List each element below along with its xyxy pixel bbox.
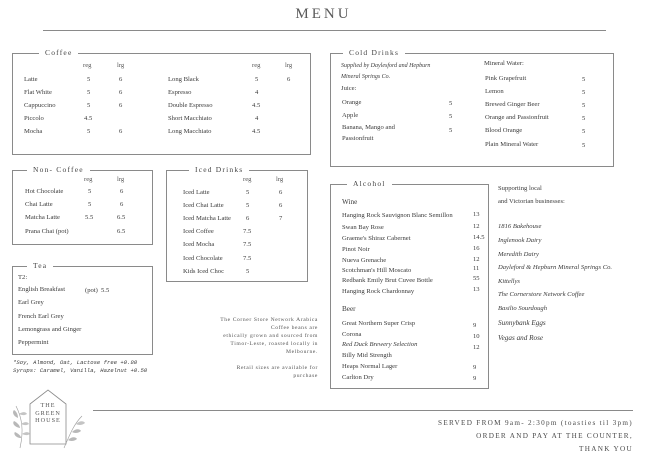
menu-item-price-reg: 5 xyxy=(88,201,92,208)
menu-item-name: Short Macchiato xyxy=(168,115,212,122)
menu-item-name: English Breakfast xyxy=(18,286,66,293)
menu-item-price-reg: 5.5 xyxy=(85,214,94,221)
menu-item-price: 10 xyxy=(473,333,480,340)
menu-item-name: Plain Mineral Water xyxy=(485,141,539,148)
tea-t2-label: T2: xyxy=(18,274,28,281)
menu-item-name: Iced Mocha xyxy=(183,241,215,248)
non-coffee-section-title: Non- Coffee xyxy=(27,165,90,174)
menu-item-price: 55 xyxy=(473,275,480,282)
menu-item-name: Prana Chai (pot) xyxy=(25,228,69,235)
menu-title: MENU xyxy=(295,6,352,22)
menu-item-price: 13 xyxy=(473,286,480,293)
coffee-header-reg-2: reg xyxy=(252,62,261,69)
menu-item-price-lrg: 6 xyxy=(119,89,123,96)
menu-item-price: 5 xyxy=(449,113,453,120)
menu-item-price-lrg: 6 xyxy=(120,188,124,195)
menu-item-name: Chai Latte xyxy=(25,201,53,208)
menu-item-price-reg: 5 xyxy=(246,189,250,196)
supplier-name: Sunnybank Eggs xyxy=(498,319,546,327)
menu-item-price: 5 xyxy=(582,89,586,96)
menu-item-name: Apple xyxy=(342,112,359,119)
menu-item-name: Banana, Mango and xyxy=(342,124,395,131)
menu-item-name: Peppermint xyxy=(18,339,49,346)
cold-drinks-supplier: Supplied by Daylesford and Hepburn xyxy=(341,63,431,69)
alcohol-section-title: Alcohol xyxy=(347,179,392,188)
menu-item-name: Lemongrass and Ginger xyxy=(18,326,82,333)
menu-item-price: 5 xyxy=(582,76,586,83)
menu-item-name: Hanging Rock Sauvignon Blanc Semillon xyxy=(342,212,453,219)
menu-item-price-reg: 6 xyxy=(246,215,250,222)
menu-item-price-lrg: 6 xyxy=(279,202,283,209)
menu-item-price: 5 xyxy=(582,102,586,109)
menu-item-price: 16 xyxy=(473,245,480,252)
menu-item-name: Iced Latte xyxy=(183,189,210,196)
juice-label: Juice: xyxy=(341,85,357,92)
menu-item-price-lrg: 6 xyxy=(119,76,123,83)
iced-drinks-section-title: Iced Drinks xyxy=(189,165,249,174)
menu-item-name: Swan Bay Rose xyxy=(342,224,384,231)
menu-item-price: 9 xyxy=(473,322,477,329)
menu-item-name: Latte xyxy=(24,76,38,83)
coffee-header-lrg-2: lrg xyxy=(285,62,293,69)
menu-item-price: 9 xyxy=(473,364,477,371)
coffee-header-reg: reg xyxy=(83,62,92,69)
menu-item-price: 5 xyxy=(582,128,586,135)
menu-item-name: Pinot Noir xyxy=(342,246,370,253)
menu-item-name: Billy Mid Strength xyxy=(342,352,392,359)
supplier-name: Basilio Sourdough xyxy=(498,305,548,312)
supporting-heading-2: and Victorian businesses: xyxy=(498,198,565,205)
menu-item-price-reg: 5 xyxy=(87,102,91,109)
menu-item-name: Iced Chocolate xyxy=(183,255,223,262)
menu-item-name: Iced Matcha Latte xyxy=(183,215,231,222)
menu-item-name: Heaps Normal Lager xyxy=(342,363,398,370)
tea-pot-price: 5.5 xyxy=(101,287,110,294)
menu-item-price-lrg: 6 xyxy=(120,201,124,208)
menu-item-price-reg: 5 xyxy=(246,202,250,209)
menu-item-price-reg: 7.5 xyxy=(243,255,252,262)
menu-item-price-reg: 4.5 xyxy=(252,128,261,135)
menu-item-price: 12 xyxy=(473,344,480,351)
footer-divider xyxy=(93,410,633,411)
non-coffee-header-reg: reg xyxy=(84,176,93,183)
menu-item-name: Nueva Grenache xyxy=(342,257,387,264)
non-coffee-header-lrg: lrg xyxy=(117,176,125,183)
menu-item-name: Lemon xyxy=(485,88,504,95)
iced-drinks-section xyxy=(166,165,308,282)
menu-item-name: Great Northern Super Crisp xyxy=(342,320,416,327)
mineral-water-label: Mineral Water: xyxy=(484,60,524,67)
supplier-name: Meredith Dairy xyxy=(498,251,539,258)
menu-item-price: 12 xyxy=(473,256,480,263)
supplier-name: Vegas and Rose xyxy=(498,334,544,342)
menu-item-name: Carlton Dry xyxy=(342,374,374,381)
menu-item-name: Earl Grey xyxy=(18,299,44,306)
menu-item-name: Long Black xyxy=(168,76,199,83)
menu-item-price: 12 xyxy=(473,223,480,230)
menu-item-price: 5 xyxy=(582,115,586,122)
coffee-header-lrg: lrg xyxy=(117,62,125,69)
menu-item-name: Brewed Ginger Beer xyxy=(485,101,540,108)
menu-item-price: 5 xyxy=(582,142,586,149)
supporting-heading: Supporting local xyxy=(498,185,542,192)
title-divider xyxy=(43,30,606,31)
menu-item-name: Corona xyxy=(342,331,362,338)
tea-pot-label: (pot) xyxy=(85,287,98,294)
beer-label: Beer xyxy=(342,305,356,313)
menu-item-name: Redbank Emily Brut Cuvee Bottle xyxy=(342,277,433,284)
menu-item-price-reg: 4.5 xyxy=(84,115,93,122)
service-hours: SERVED FROM 9am- 2:30pm (toasties til 3pm) xyxy=(438,419,633,427)
supplier-name: The Cornerstore Network Coffee xyxy=(498,291,585,298)
menu-item-name: Orange xyxy=(342,99,362,106)
menu-item-price-reg: 5 xyxy=(246,268,250,275)
menu-item-price-lrg: 6.5 xyxy=(117,228,126,235)
menu-item-price: 11 xyxy=(473,265,480,272)
menu-item-name: Blood Orange xyxy=(485,127,523,134)
menu-item-price-reg: 5 xyxy=(87,76,91,83)
menu-item-name: Piccolo xyxy=(24,115,44,122)
menu-item-name: Matcha Latte xyxy=(25,214,60,221)
menu-item-name: Long Macchiato xyxy=(168,128,212,135)
green-house-logo xyxy=(10,378,90,456)
iced-header-lrg: lrg xyxy=(276,176,284,183)
menu-item-name-cont: Passionfruit xyxy=(342,135,374,142)
menu-item-price-reg: 4.5 xyxy=(252,102,261,109)
menu-item-name: Red Duck Brewery Selection xyxy=(342,341,418,348)
menu-item-price-lrg: 6 xyxy=(279,189,283,196)
wine-label: Wine xyxy=(342,198,358,206)
menu-item-name: Hot Chocolate xyxy=(25,188,64,195)
menu-item-name: Iced Chai Latte xyxy=(183,202,224,209)
coffee-section xyxy=(12,48,311,155)
menu-item-name: Mocha xyxy=(24,128,43,135)
menu-item-name: Orange and Passionfruit xyxy=(485,114,549,121)
supplier-name: Dayleford & Hepburn Mineral Springs Co. xyxy=(498,264,613,271)
thank-you: THANK YOU xyxy=(579,445,633,453)
menu-item-price-reg: 5 xyxy=(87,128,91,135)
logo-text: THE GREEN HOUSE xyxy=(35,402,61,424)
cold-drinks-section-title: Cold Drinks xyxy=(343,48,405,57)
menu-item-price-lrg: 6 xyxy=(119,102,123,109)
menu-item-name: Kids Iced Choc xyxy=(183,268,225,275)
menu-item-price-reg: 4 xyxy=(255,115,259,122)
menu-item-price-reg: 5 xyxy=(87,89,91,96)
syrup-note: Syrups: Caramel, Vanilla, Hazelnut +0.50 xyxy=(13,367,148,374)
menu-item-price-reg: 7.5 xyxy=(243,228,252,235)
supplier-name: Inglenook Dairy xyxy=(498,237,542,244)
menu-item-name: Espresso xyxy=(168,89,192,96)
menu-item-name: Flat White xyxy=(24,89,52,96)
menu-item-name: Pink Grapefruit xyxy=(485,75,527,82)
cold-drinks-section xyxy=(330,48,614,167)
milk-note: *Soy, Almond, Oat, Lactose free +0.80 xyxy=(13,359,138,366)
menu-item-price-lrg: 6 xyxy=(287,76,291,83)
order-instruction: ORDER AND PAY AT THE COUNTER, xyxy=(476,432,633,440)
supplier-name: 1816 Bakehouse xyxy=(498,223,542,230)
menu-item-name: Hanging Rock Chardonnay xyxy=(342,288,415,295)
menu-item-name: Double Espresso xyxy=(168,102,213,109)
menu-item-price-lrg: 6 xyxy=(119,128,123,135)
menu-item-price: 5 xyxy=(449,100,453,107)
menu-item-name: Iced Coffee xyxy=(183,228,214,235)
tea-section-title: Tea xyxy=(27,261,53,270)
coffee-beans-note: The Corner Store Network Arabica Coffee beans are ethically grown and sourced from Timor-Leste, roasted locally in Melbourne. Retail sizes are available for purchase xyxy=(220,317,318,379)
menu-item-price-reg: 7.5 xyxy=(243,241,252,248)
coffee-section-title: Coffee xyxy=(39,48,78,57)
menu-item-price: 14.5 xyxy=(473,234,485,241)
supplier-name: Kittellys xyxy=(498,278,520,285)
menu-item-price-reg: 5 xyxy=(88,188,92,195)
menu-item-name: Graeme's Shiraz Cabernet xyxy=(342,235,411,242)
iced-header-reg: reg xyxy=(243,176,252,183)
menu-item-price: 9 xyxy=(473,375,477,382)
menu-item-price-reg: 4 xyxy=(255,89,259,96)
menu-item-price-lrg: 6.5 xyxy=(117,214,126,221)
menu-item-price-reg: 5 xyxy=(255,76,259,83)
menu-item-price-lrg: 7 xyxy=(279,215,283,222)
menu-item-price: 13 xyxy=(473,211,480,218)
menu-item-name: Cappuccino xyxy=(24,102,56,109)
menu-item-name: Scotchman's Hill Moscato xyxy=(342,267,412,274)
menu-item-price: 5 xyxy=(449,127,453,134)
cold-drinks-supplier-2: Mineral Springs Co. xyxy=(341,74,391,80)
menu-item-name: French Earl Grey xyxy=(18,313,64,320)
